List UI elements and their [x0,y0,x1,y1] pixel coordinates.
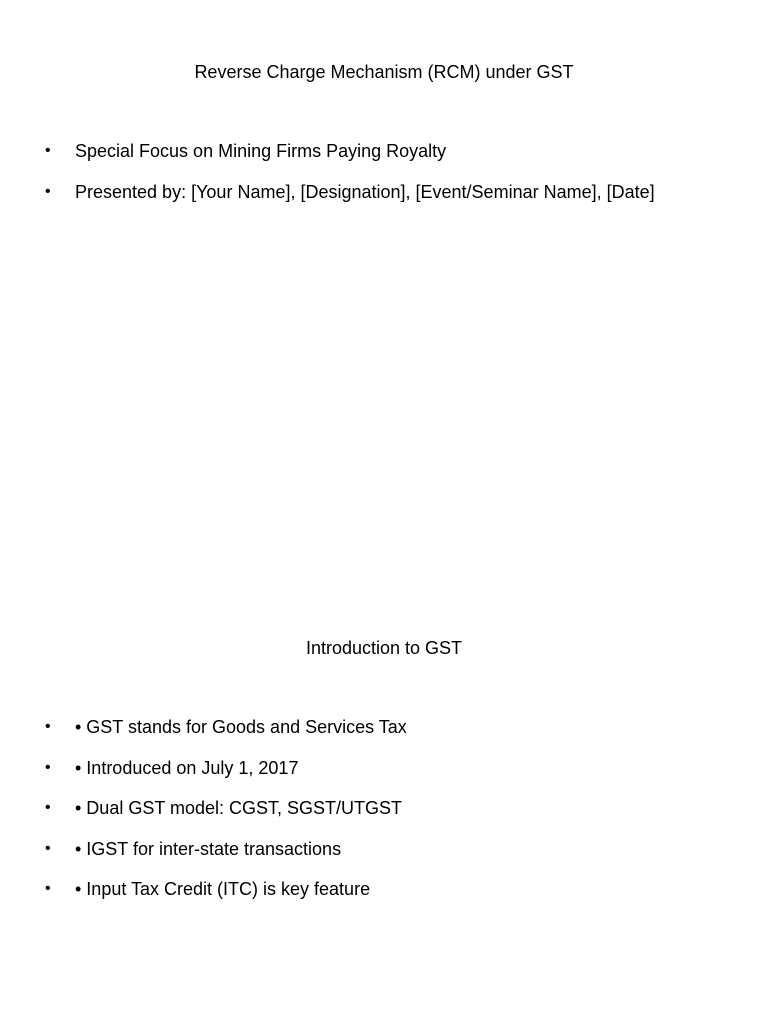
bullet-text: Presented by: [Your Name], [Designation], [Event/Seminar Name], [Date] [75,181,655,202]
bullet-text: • Dual GST model: CGST, SGST/UTGST [75,798,403,818]
bullet-item [0,838,768,879]
bullet-item [0,757,768,798]
bullet-text: Special Focus on Mining Firms Paying Royalty [75,141,447,161]
bullet-item [0,181,768,222]
bullet-text: • Input Tax Credit (ITC) is key feature [75,879,371,899]
bullet-item [0,797,768,838]
bullet-text: • Introduced on July 1, 2017 [75,757,299,778]
bullet-marker: • [45,182,51,200]
bullet-marker: • [45,142,51,159]
bullet-marker: • [45,880,51,897]
bullet-text: • GST stands for Goods and Services Tax [75,717,407,737]
bullet-list [0,140,768,221]
bullet-marker: • [45,718,51,735]
bullet-item [0,140,768,181]
bullet-marker: • [45,839,51,857]
bullet-item [0,716,768,757]
bullet-marker: • [45,799,51,816]
slide-title: Reverse Charge Mechanism (RCM) under GST [194,62,574,82]
slide-title: Introduction to GST [305,638,463,658]
bullet-marker: • [45,758,51,776]
bullet-list [0,716,768,919]
bullet-item [0,878,768,919]
bullet-text: • IGST for inter-state transactions [75,838,342,859]
